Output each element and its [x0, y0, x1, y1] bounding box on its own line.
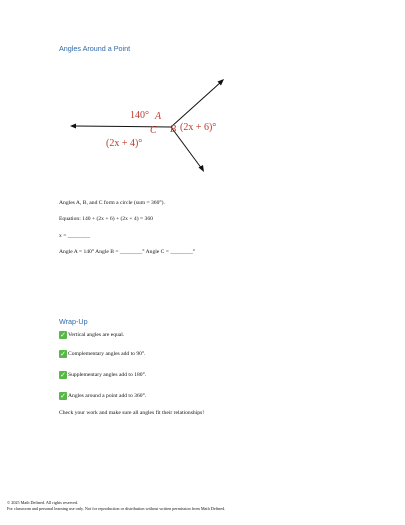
wrap-up-item-text: Complementary angles add to 90°. — [68, 351, 146, 357]
wrap-up-item — [59, 331, 124, 339]
check-mark-icon: ✓ — [60, 392, 66, 400]
statement-sum: Angles A, B, and C form a circle (sum = 360°). — [59, 200, 165, 206]
label-2x6: (2x + 6)° — [180, 122, 217, 133]
check-mark-icon: ✓ — [60, 331, 66, 339]
copyright-notice: © 2025 Math Defined. All rights reserved. — [7, 500, 79, 505]
wrap-up-item-text: Supplementary angles add to 180°. — [68, 372, 147, 378]
wrap-up-item — [59, 350, 146, 358]
wrap-up-item-text: Angles around a point add to 360°. — [68, 393, 147, 399]
angles-figure — [68, 76, 228, 176]
label-140: 140° — [130, 110, 149, 121]
usage-notice: For classroom and personal learning use only. Not for reproduction or distribution without written permission from Math Defined. — [7, 506, 226, 511]
label-a: A — [155, 111, 162, 122]
label-2x4: (2x + 4)° — [106, 138, 143, 149]
section-title-wrap-up: Wrap-Up — [59, 317, 88, 326]
label-b: B — [170, 124, 177, 135]
statement-equation: Equation: 140 + (2x + 6) + (2x + 4) = 360 — [59, 216, 153, 222]
closing-note: Check your work and make sure all angles fit their relationships! — [59, 410, 205, 416]
ray-left-arrowhead — [70, 124, 76, 129]
section-title-angles-around-point: Angles Around a Point — [59, 44, 131, 53]
wrap-up-item — [59, 392, 146, 400]
check-mark-icon: ✓ — [60, 350, 66, 358]
answer-x: x = ________ — [59, 233, 91, 239]
ray-upper-right — [171, 82, 221, 127]
check-mark-icon: ✓ — [60, 371, 66, 379]
label-c: C — [150, 125, 157, 136]
wrap-up-item — [59, 371, 146, 379]
wrap-up-item-text: Vertical angles are equal. — [68, 332, 125, 338]
answer-angles: Angle A = 140° Angle B = ________° Angle C = ________° — [59, 249, 195, 255]
